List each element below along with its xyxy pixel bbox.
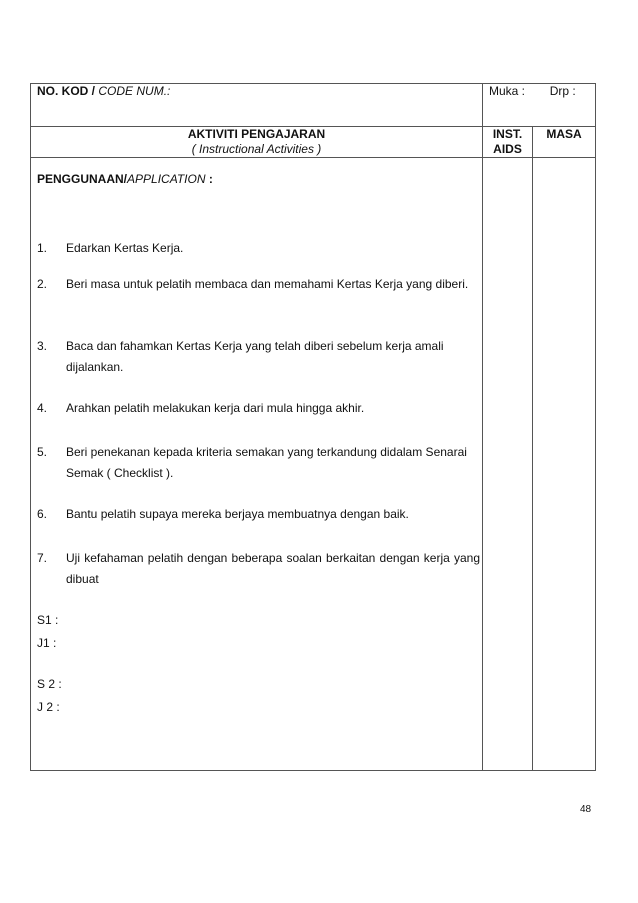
content-row <box>31 158 596 771</box>
list-item-number: 5. <box>37 445 48 459</box>
inst-aids-line1: INST. <box>492 127 523 141</box>
page-of-cell <box>483 84 596 127</box>
list-item-number: 6. <box>37 507 48 521</box>
masa-cell <box>533 158 596 771</box>
list-item-text: Beri penekanan kepada kriteria semakan yang terkandung didalam Senarai Semak ( Checklist ). <box>66 445 467 480</box>
list-item-number: 4. <box>37 401 48 415</box>
code-label-italic: CODE NUM.: <box>98 84 171 98</box>
masa-label: MASA <box>546 127 582 141</box>
list-item-text: Bantu pelatih supaya mereka berjaya membuatnya dengan baik. <box>66 507 409 521</box>
list-item-number: 3. <box>37 339 48 353</box>
list-item-text: Baca dan fahamkan Kertas Kerja yang telah diberi sebelum kerja amali dijalankan. <box>66 339 444 374</box>
code-num-cell <box>31 84 483 127</box>
drp-label: Drp : <box>549 84 576 98</box>
inst-aids-header-cell <box>483 127 533 158</box>
list-item-text: Edarkan Kertas Kerja. <box>66 241 184 255</box>
list-item-number: 2. <box>37 277 48 291</box>
activity-header-cell <box>31 127 483 158</box>
section-heading-bold: PENGGUNAAN/ <box>37 172 128 186</box>
code-header-row <box>31 84 596 127</box>
answer-1-label: J1 : <box>37 636 57 650</box>
activity-subtitle: ( Instructional Activities ) <box>191 142 322 156</box>
answer-2-label: J 2 : <box>37 700 60 714</box>
list-item-text: Uji kefahaman pelatih dengan beberapa soalan berkaitan dengan kerja yang dibuat <box>66 551 480 586</box>
inst-aids-cell <box>483 158 533 771</box>
lesson-plan-table <box>30 83 596 771</box>
inst-aids-line2: AIDS <box>493 142 522 156</box>
question-1-label: S1 : <box>37 613 59 627</box>
list-item-text: Beri masa untuk pelatih membaca dan memahami Kertas Kerja yang diberi. <box>66 277 469 291</box>
activity-title: AKTIVITI PENGAJARAN <box>187 127 326 141</box>
masa-header-cell <box>533 127 596 158</box>
list-item-number: 7. <box>37 551 48 565</box>
section-heading-italic: APPLICATION <box>127 172 206 186</box>
muka-label: Muka : <box>489 84 526 98</box>
list-item-number: 1. <box>37 241 48 255</box>
question-2-label: S 2 : <box>37 677 62 691</box>
code-label-bold: NO. KOD / <box>37 84 96 98</box>
page-number: 48 <box>580 804 592 815</box>
list-item-text: Arahkan pelatih melakukan kerja dari mula hingga akhir. <box>66 401 365 415</box>
section-heading <box>37 172 213 186</box>
activities-cell <box>31 158 483 771</box>
column-header-row <box>31 127 596 158</box>
section-heading-colon: : <box>205 172 213 186</box>
